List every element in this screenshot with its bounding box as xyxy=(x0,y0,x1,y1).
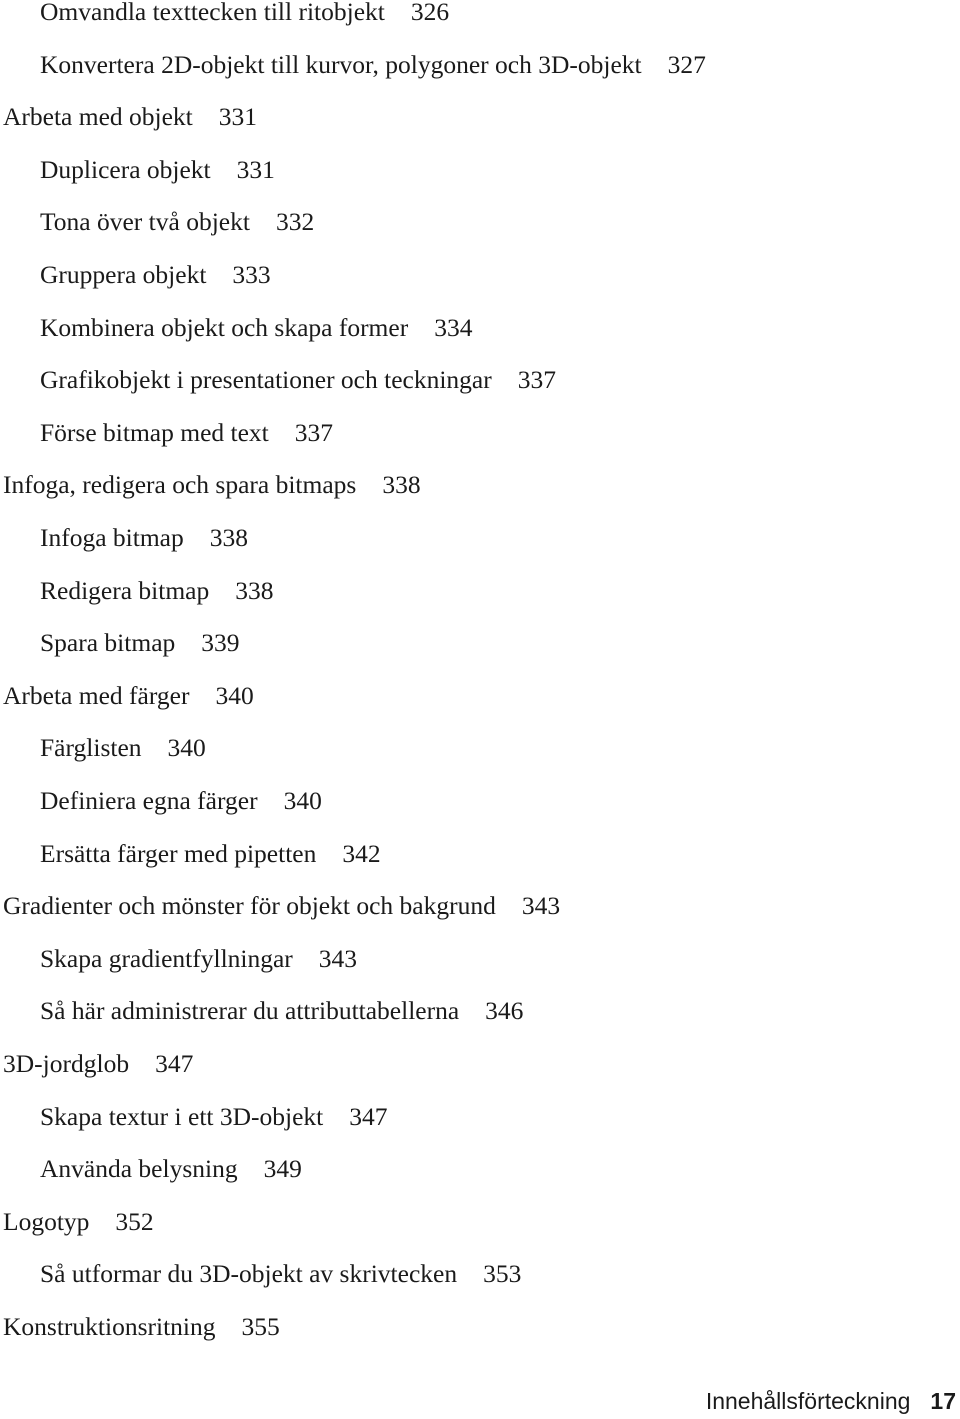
toc-entry-title: Arbeta med objekt xyxy=(3,102,193,132)
toc-entry[interactable] xyxy=(0,413,333,453)
toc-entry-page: 331 xyxy=(236,154,275,184)
toc-entry-title: Infoga bitmap xyxy=(40,523,184,552)
toc-entry-page: 337 xyxy=(294,417,334,447)
toc-entry-title: Arbeta med färger xyxy=(3,680,190,710)
toc-entry-title: Konvertera 2D-objekt till kurvor, polygoner och 3D-objekt xyxy=(40,49,642,79)
toc-entry-title: Infoga, redigera och spara bitmaps xyxy=(3,470,357,500)
toc-entry[interactable] xyxy=(0,465,421,505)
toc-entry[interactable] xyxy=(0,1149,302,1189)
toc-entry-page: 340 xyxy=(167,733,206,763)
toc-entry[interactable] xyxy=(0,45,706,85)
toc-entry[interactable] xyxy=(0,623,240,663)
toc-entry-title: Använda belysning xyxy=(40,1154,238,1184)
toc-entry-page: 343 xyxy=(318,943,358,973)
toc-entry-page: 337 xyxy=(517,365,556,395)
toc-entry-page: 326 xyxy=(410,0,450,26)
toc-entry-title: Redigera bitmap xyxy=(40,575,210,605)
toc-entry[interactable] xyxy=(0,150,275,190)
toc-entry-page: 338 xyxy=(209,523,248,552)
toc-entry-title: Kombinera objekt och skapa former xyxy=(40,312,409,342)
footer-page-number: 17 xyxy=(930,1388,956,1414)
toc-entry-title: Tona över två objekt xyxy=(40,207,250,237)
toc-entry-page: 340 xyxy=(215,680,254,710)
toc-entry-page: 340 xyxy=(283,786,322,815)
toc-entry-title: Grafikobjekt i presentationer och teckningar xyxy=(40,365,492,395)
toc-entry[interactable] xyxy=(0,1044,193,1084)
toc-entry[interactable] xyxy=(0,728,206,768)
toc-entry-title: Så här administrerar du attributtabellerna xyxy=(40,996,460,1026)
toc-entry-page: 342 xyxy=(342,838,381,868)
toc-entry-title: Omvandla texttecken till ritobjekt xyxy=(40,0,385,26)
toc-entry-page: 352 xyxy=(115,1206,154,1236)
toc-entry[interactable] xyxy=(0,1307,280,1347)
toc-entry-page: 332 xyxy=(275,207,315,237)
toc-entry-page: 338 xyxy=(235,575,274,605)
toc-entry-page: 327 xyxy=(667,49,706,79)
toc-entry[interactable] xyxy=(0,1097,388,1137)
toc-entry-title: Duplicera objekt xyxy=(40,154,211,184)
toc-entry[interactable] xyxy=(0,834,381,874)
toc-entry-title: Så utformar du 3D-objekt av skrivtecken xyxy=(40,1259,458,1289)
toc-entry[interactable] xyxy=(0,308,472,348)
toc-entry-page: 343 xyxy=(521,891,561,921)
toc-entry-title: Ersätta färger med pipetten xyxy=(40,838,317,868)
toc-entry[interactable] xyxy=(0,0,449,32)
footer-section-title: Innehållsförteckning xyxy=(705,1388,911,1414)
toc-entry-page: 355 xyxy=(241,1312,280,1341)
toc-entry[interactable] xyxy=(0,1254,521,1294)
toc-entry[interactable] xyxy=(0,991,523,1031)
toc-entry[interactable] xyxy=(0,781,322,821)
toc-entry-page: 331 xyxy=(218,102,258,132)
toc-entry-title: Skapa textur i ett 3D-objekt xyxy=(40,1101,324,1131)
toc-entry[interactable] xyxy=(0,97,257,137)
toc-entry-page: 347 xyxy=(349,1101,388,1131)
toc-entry-title: Spara bitmap xyxy=(40,628,176,658)
toc-entry-page: 339 xyxy=(201,628,240,658)
toc-entry[interactable] xyxy=(0,202,314,242)
toc-entry-title: Konstruktionsritning xyxy=(3,1312,216,1341)
toc-entry-page: 346 xyxy=(485,996,524,1026)
toc-entry-title: Färglisten xyxy=(40,733,142,763)
toc-entry-title: 3D-jordglob xyxy=(3,1049,130,1078)
toc-entry[interactable] xyxy=(0,360,556,400)
toc-entry-title: Definiera egna färger xyxy=(40,786,258,815)
toc-entry-page: 333 xyxy=(232,260,271,289)
toc-entry-title: Logotyp xyxy=(3,1206,90,1236)
toc-entry-title: Gruppera objekt xyxy=(40,260,207,289)
toc-entry-page: 353 xyxy=(483,1259,522,1289)
toc-entry[interactable] xyxy=(0,518,248,558)
toc-entry-title: Skapa gradientfyllningar xyxy=(40,943,293,973)
toc-entry[interactable] xyxy=(0,571,274,611)
toc-entry-title: Gradienter och mönster för objekt och bakgrund xyxy=(3,891,496,921)
toc-entry[interactable] xyxy=(0,886,560,926)
toc-entry-page: 334 xyxy=(434,312,473,342)
toc-entry[interactable] xyxy=(0,676,254,716)
page-footer xyxy=(706,1383,956,1419)
toc-entry-page: 338 xyxy=(382,470,421,500)
toc-entry[interactable] xyxy=(0,939,357,979)
toc-entry-title: Förse bitmap med text xyxy=(40,417,269,447)
toc-entry[interactable] xyxy=(0,1202,154,1242)
toc-entry-page: 347 xyxy=(155,1049,194,1078)
toc-entry[interactable] xyxy=(0,255,271,295)
toc-entry-page: 349 xyxy=(263,1154,302,1184)
